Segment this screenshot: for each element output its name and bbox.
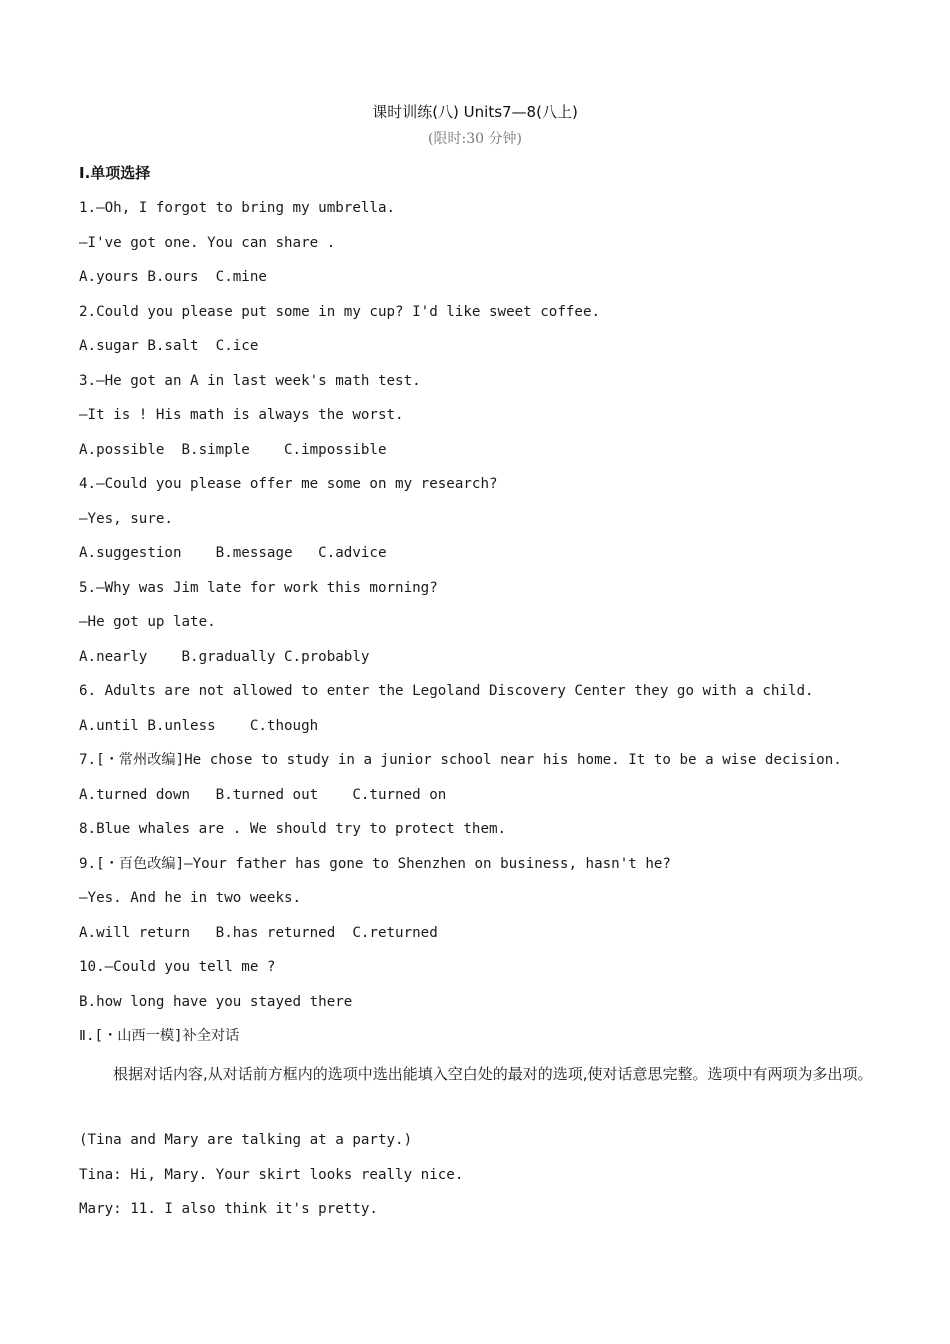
text-line: 4.—Could you please offer me some on my research? bbox=[79, 476, 498, 492]
text-line: 7.[・常州改编]He chose to study in a junior school near his home. It to be a wise decision. bbox=[79, 752, 842, 768]
text-line: —I've got one. You can share . bbox=[79, 234, 336, 251]
text-line: 1.—Oh, I forgot to bring my umbrella. bbox=[79, 200, 396, 216]
question-list bbox=[79, 196, 899, 1059]
text-line: —Yes, sure. bbox=[79, 510, 173, 527]
time-limit: (限时:30 分钟) bbox=[428, 131, 522, 147]
text-line: 9.[・百色改编]—Your father has gone to Shenzhen on business, hasn't he? bbox=[79, 855, 671, 872]
dialogue-line: (Tina and Mary are talking at a party.) bbox=[79, 1132, 413, 1148]
dialogue-lines bbox=[79, 1128, 899, 1232]
page-title: 课时训练(八) Units7—8(八上) bbox=[372, 103, 578, 121]
text-line: A.suggestion B.message C.advice bbox=[79, 545, 387, 561]
text-line: A.will return B.has returned C.returned bbox=[79, 924, 438, 941]
text-line: A.turned down B.turned out C.turned on bbox=[79, 786, 447, 803]
text-line: —Yes. And he in two weeks. bbox=[79, 890, 302, 906]
text-line: B.how long have you stayed there bbox=[79, 993, 353, 1010]
text-line: 5.—Why was Jim late for work this morning? bbox=[79, 579, 438, 596]
dialogue-line: Mary: 11. I also think it's pretty. bbox=[79, 1201, 378, 1217]
dialogue-instruction: 根据对话内容,从对话前方框内的选项中选出能填入空白处的最对的选项,使对话意思完整。选项中有两项为多出项。 bbox=[113, 1065, 873, 1083]
text-line: A.until B.unless C.though bbox=[79, 717, 319, 734]
text-line: A.possible B.simple C.impossible bbox=[79, 441, 387, 458]
dialogue-line: Tina: Hi, Mary. Your skirt looks really nice. bbox=[79, 1166, 464, 1183]
text-line: A.yours B.ours C.mine bbox=[79, 269, 267, 285]
text-line: 3.—He got an A in last week's math test. bbox=[79, 372, 421, 389]
text-line: —He got up late. bbox=[79, 614, 216, 630]
text-line: 2.Could you please put some in my cup? I'd like sweet coffee. bbox=[79, 303, 601, 320]
text-line: 6. Adults are not allowed to enter the Legoland Discovery Center they go with a child. bbox=[79, 683, 814, 699]
text-line: A.sugar B.salt C.ice bbox=[79, 338, 259, 354]
text-line: —It is ! His math is always the worst. bbox=[79, 407, 404, 423]
text-line: 10.—Could you tell me ? bbox=[79, 959, 276, 975]
section-heading-dialogue: Ⅱ.[・山西一模]补全对话 bbox=[79, 1028, 240, 1044]
text-line: 8.Blue whales are . We should try to protect them. bbox=[79, 821, 507, 837]
text-line: A.nearly B.gradually C.probably bbox=[79, 648, 370, 665]
section-heading-multiple-choice: Ⅰ.单项选择 bbox=[79, 164, 151, 182]
